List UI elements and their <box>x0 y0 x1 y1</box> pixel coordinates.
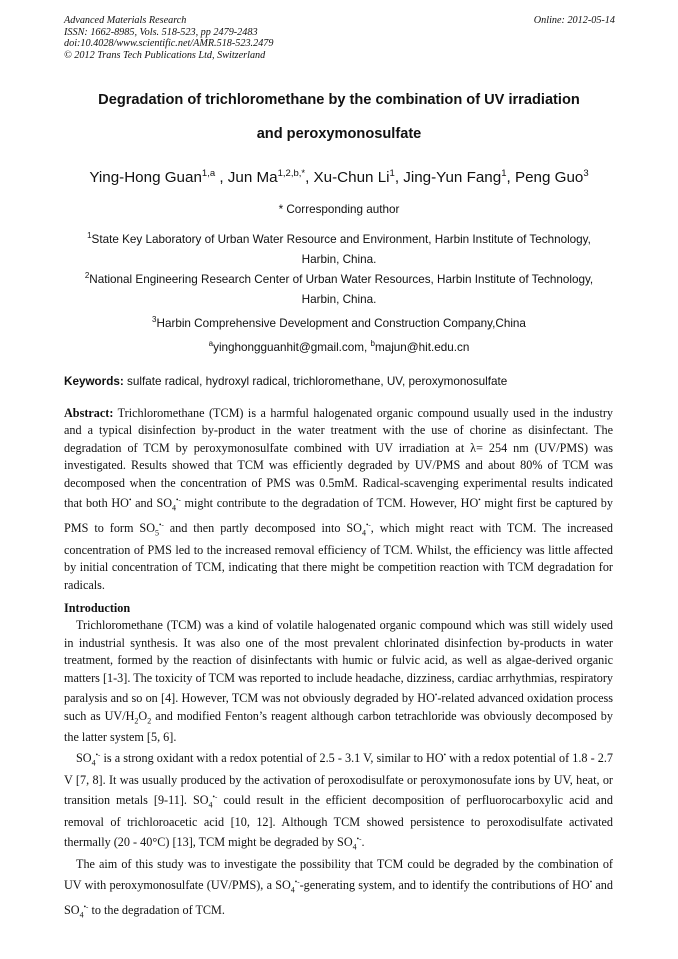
affiliation-3: $^3$Harbin Comprehensive Development and Construction Company,China <box>152 315 526 330</box>
keywords <box>64 375 507 388</box>
email-line: $^a$yinghongguanhit@gmail.com, $^b$majun@hit.edu.cn <box>208 339 470 354</box>
paper-title-line1: Degradation of trichloromethane by the combination of UV irradiation <box>98 92 580 108</box>
author-name: Xu-Chun Li <box>313 169 390 187</box>
section-heading-introduction: Introduction <box>64 601 131 615</box>
email-b[interactable]: majun@hit.edu.cn <box>374 340 470 354</box>
doi-line: doi:10.4028/www.scientific.net/AMR.518-523.2479 <box>64 38 274 50</box>
affiliation-2: $^2$National Engineering Research Center of Urban Water Resources, Harbin Institute of Technology, Harbin, China. <box>84 271 594 306</box>
introduction <box>64 600 613 924</box>
journal-header <box>64 15 273 61</box>
affiliation-1: $^1$State Key Laboratory of Urban Water Resource and Environment, Harbin Institute of Technology, Harbin, China. <box>87 231 591 266</box>
corresponding-author: * Corresponding author <box>278 203 400 216</box>
intro-paragraph-2: $SO_4^{•-}$ is a strong oxidant with a redox potential of 2.5 - 3.1 V, similar to HO• with a redox potential of 1.8 - 2.7 V [7, 8]. It was usually produced by the activation of peroxodisulfate or peroxymonosufate ions by UV, heat, or transition metals [9-11]. $SO_4^{•-}$ could result in the efficient decomposition of perfluorocarboxylic acid and removal of trichloroacetic acid [10, 12]. Although TCM showed persistence to peroxodisulfate activated thermally (20 - 40°C) [13], TCM might be degraded by $SO_4^{•-}$. <box>64 750 613 852</box>
author-name: Peng Guo <box>514 169 584 187</box>
author-list: Ying-Hong Guan$^{1,a}$ , Jun $Ma^{1,2,b,*}$, Xu-Chun Li$^1$, Jing-Yun Fang$^1$, Peng Guo$^3$ <box>89 168 589 187</box>
author-name: Jun Ma <box>227 169 278 187</box>
intro-paragraph-3: The aim of this study was to investigate the possibility that TCM could be degraded by the combination of UV with peroxymonosulfate (UV/PMS), a $SO_4^{•-}$-generating system, and to identify the contributions of HO• and $SO_4^{•-}$ to the degradation of TCM. <box>64 857 613 920</box>
keywords-text: sulfate radical, hydroxyl radical, trichloromethane, UV, peroxymonosulfate <box>123 375 508 388</box>
journal-name: Advanced Materials Research <box>64 15 187 26</box>
abstract: Abstract: Trichloromethane (TCM) is a harmful halogenated organic compound usually used in the industry and a typical disinfection by-product in the water treatment with the use of chorine as disinfectant. The degradation of TCM by peroxymonosulfate combined with UV irradiation at λ= 254 nm (UV/PMS) was investigated. Results showed that TCM was efficiently degraded by UV/PMS and about 80% of TCM was decomposed when the concentration of PMS was 0.5mM. Radical-scavenging experimental results indicated that both HO• and $SO_4^{•-}$ might contribute to the degradation of TCM. However, HO• might first be captured by PMS to form $SO_5^{•-}$ and then partly decomposed into $SO_4^{•-}$, which might react with TCM. The increased concentration of PMS led to the increased removal efficiency of TCM. Whilst, the efficiency was little affected by initial concentration of TCM, indicating that there might be competition reaction with TCM degradation for radicals. <box>64 406 613 592</box>
intro-paragraph-1: Trichloromethane (TCM) was a kind of volatile halogenated organic compound which was still widely used in industrial synthesis. It was also one of the most prevalent chlorinated disinfection by-products in water treatment, formed by the reaction of disinfectants with humic or fulvic acid, as well as algae-derived organic matters [1-3]. The toxicity of TCM was reported to include headache, dizziness, cardiac arrhythmias, respiratory paralysis and so on [4]. However, TCM was not obviously degraded by HO•-related advanced oxidation process such as $UV/H_2O_2$ and modified Fenton’s reagent although carbon tetrachloride was obviously decomposed by the latter system [5, 6]. <box>64 618 613 745</box>
online-date: Online: 2012-05-14 <box>533 15 615 26</box>
abstract-label: Abstract: <box>64 406 114 420</box>
keywords-label: Keywords: <box>64 375 124 388</box>
copyright-line: © 2012 Trans Tech Publications Ltd, Switzerland <box>64 49 266 61</box>
issn-line: ISSN: 1662-8985, Vols. 518-523, pp 2479-2483 <box>64 26 258 38</box>
author-name: Jing-Yun Fang <box>403 169 502 187</box>
email-a[interactable]: yinghongguanhit@gmail.com <box>213 340 364 354</box>
author-name: Ying-Hong Guan <box>89 169 202 187</box>
paper-title-line2: and peroxymonosulfate <box>256 126 422 142</box>
